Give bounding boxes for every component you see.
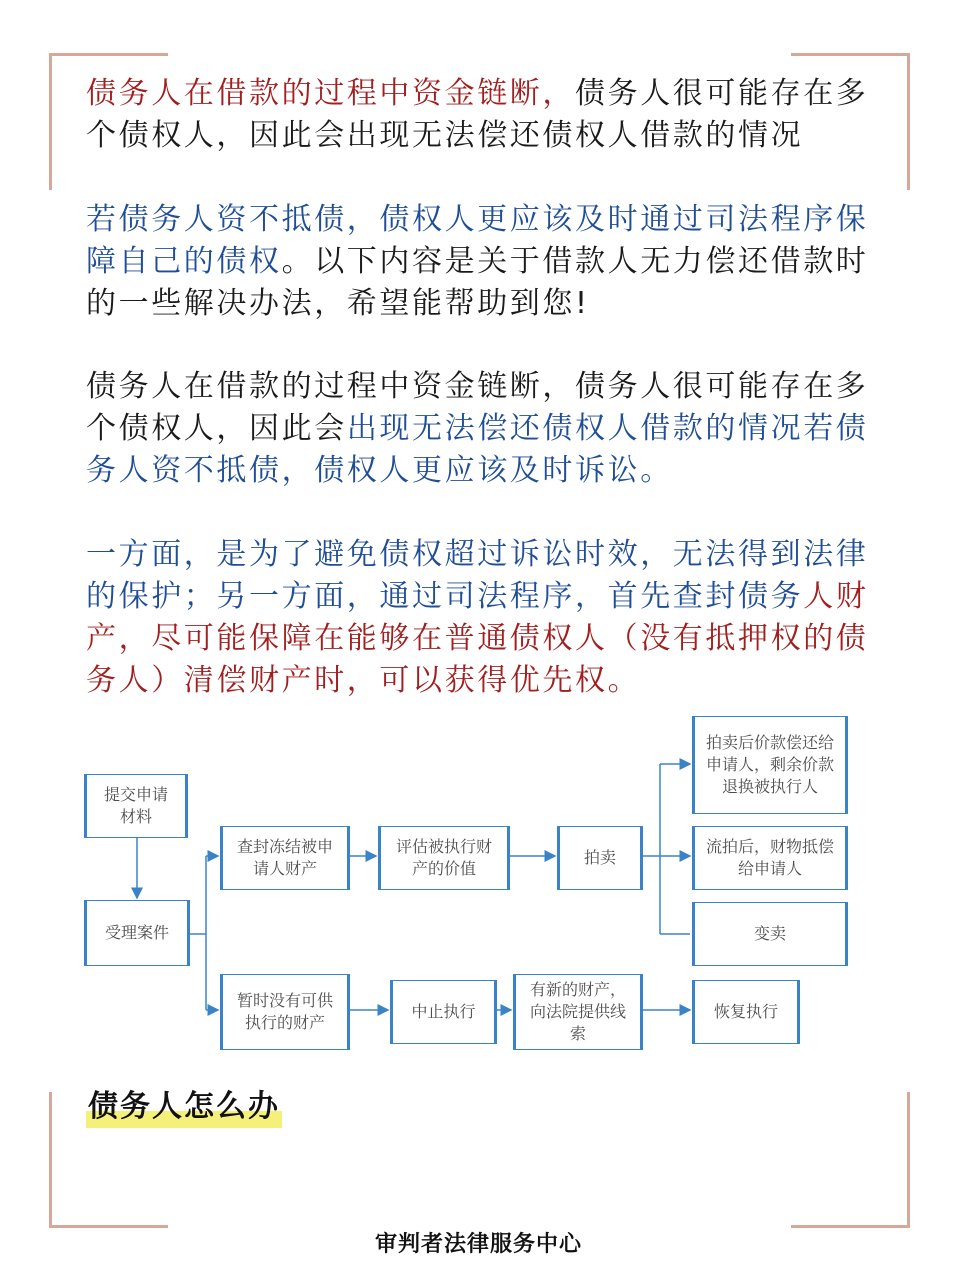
step-suspend: 中止执行: [390, 980, 497, 1044]
fourth-blue: 一方面，是为了避免债权超过诉讼时效，无法得到法律的保护；: [86, 537, 869, 614]
third-plain: 债务人在借款的过程中资金链断，债务人很可能存在多个债权人，因此会: [86, 369, 869, 446]
step-failed-auction: 流拍后，财物抵偿给申请人: [692, 826, 848, 890]
step-resume: 恢复执行: [692, 980, 800, 1044]
second-rest: 。以下内容是关于借款人无力偿还借款时的一些解决办法，希望能帮助到您!: [86, 244, 869, 321]
fourth-plain: 另一方面，通过司法程序，首先查封债务: [216, 579, 804, 614]
step-no-property: 暂时没有可供执行的财产: [220, 974, 350, 1050]
frame-corner-bottom-right: [791, 1092, 910, 1228]
section-heading: 债务人怎么办: [86, 1086, 282, 1128]
step-sell: 变卖: [692, 902, 848, 966]
second-highlight: 若债务人资不抵债，债权人更应该及时通过司法程序保障自己的债权: [86, 202, 869, 279]
third-paragraph: [86, 366, 886, 492]
second-paragraph: [86, 199, 886, 325]
footer-brand: 审判者法律服务中心: [374, 1232, 582, 1257]
step-auction: 拍卖: [557, 826, 643, 890]
step-seize-property: 查封冻结被申请人财产: [220, 826, 350, 890]
step-after-auction: 拍卖后价款偿还给申请人，剩余价款退换被执行人: [692, 716, 848, 814]
fourth-red: 人财产，尽可能保障在能够在普通债权人（没有抵押权的债务人）清偿财产时，可以获得优先权。: [86, 579, 869, 698]
step-submit-materials: 提交申请材料: [84, 774, 188, 838]
enforcement-flowchart: [82, 712, 872, 1057]
intro-paragraph: [86, 73, 886, 157]
step-accept-case: 受理案件: [84, 900, 190, 966]
third-highlight: 出现无法偿还债权人借款的情况若债务人资不抵债，债权人更应该及时诉讼。: [86, 411, 869, 488]
step-new-property: 有新的财产，向法院提供线索: [513, 974, 643, 1050]
step-evaluate-property: 评估被执行财产的价值: [378, 826, 510, 890]
fourth-paragraph: [86, 534, 886, 702]
intro-rest: 债务人很可能存在多个债权人，因此会出现无法偿还债权人借款的情况: [86, 76, 869, 153]
intro-highlight: 债务人在借款的过程中资金链断，: [86, 76, 575, 111]
